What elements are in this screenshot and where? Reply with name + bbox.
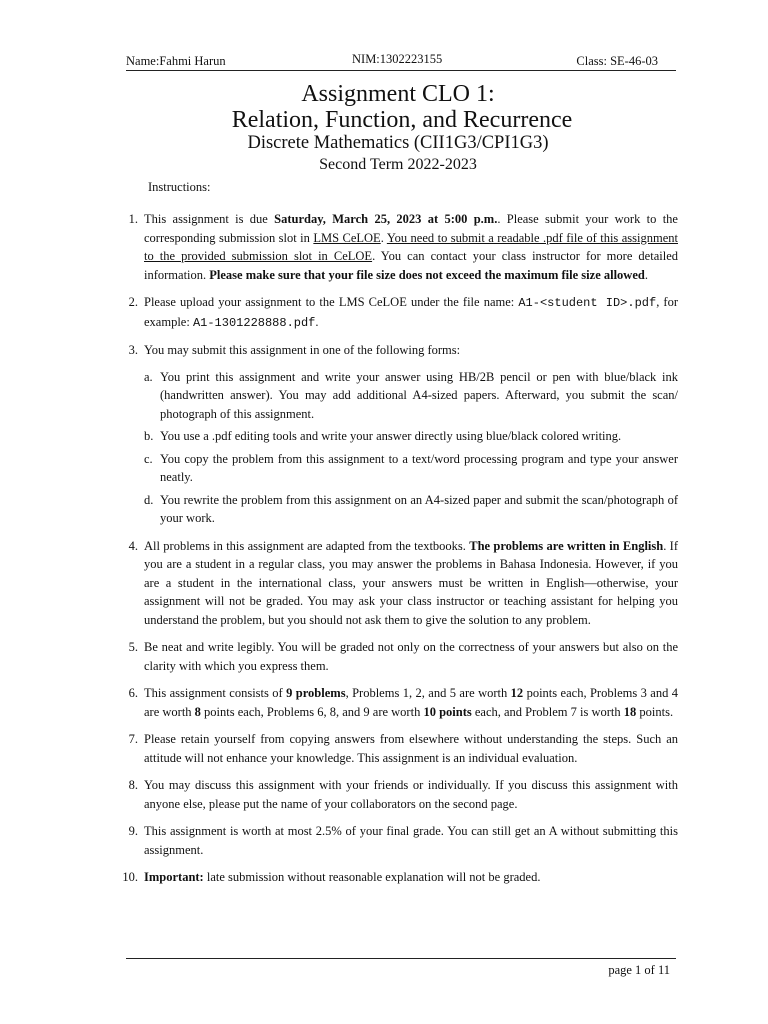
- sub-item-text: You use a .pdf editing tools and write your answer directly using blue/black colored writing.: [160, 429, 622, 443]
- sub-list-item: [144, 450, 678, 487]
- item-number: 7.: [128, 732, 138, 746]
- item-number: 4.: [128, 538, 138, 553]
- language-note: The problems are written in English: [469, 538, 664, 553]
- title-block: [0, 80, 768, 176]
- sub-item-text: You copy the problem from this assignment to a text/word processing program and type your answer neatly.: [160, 451, 678, 484]
- sub-list-item: [144, 491, 678, 528]
- list-item: [112, 293, 678, 332]
- list-item: [112, 638, 678, 675]
- item-text: late submission without reasonable explanation will not be graded.: [203, 870, 541, 884]
- course-name: Discrete Mathematics (CII1G3/CPI1G3): [247, 133, 549, 153]
- assignment-title: Assignment CLO 1:: [301, 81, 495, 107]
- points-value: 18: [623, 704, 637, 719]
- student-class: Class: SE-46-03: [576, 54, 658, 68]
- sub-list-item: [144, 427, 678, 446]
- item-text: points each, Problems 3 and 4 are worth: [144, 686, 678, 719]
- page-header: [126, 48, 676, 71]
- item-text: . You can contact your class instructor for more detailed information.: [144, 249, 678, 282]
- points-value: 10 points: [423, 704, 472, 719]
- important-label: Important:: [144, 870, 204, 884]
- sub-item-letter: a.: [144, 369, 153, 384]
- item-number: 3.: [128, 343, 138, 357]
- item-text: . Please submit your work to the corresponding submission slot in: [144, 212, 678, 245]
- item-number: 8.: [128, 778, 138, 792]
- sub-item-text: You print this assignment and write your answer using HB/2B pencil or pen with blue/black ink (handwritten answer). You may add additional A4-sized papers. Afterward, you submit the scan/ photograph of this assignment.: [160, 369, 678, 421]
- item-text: Please upload your assignment to the LMS CeLOE under the file name:: [144, 295, 519, 309]
- points-value: 8: [194, 704, 201, 719]
- list-item: [112, 868, 678, 887]
- item-text: You may discuss this assignment with your friends or individually. If you discuss this assignment with anyone else, please put the name of your collaborators on the second page.: [144, 778, 678, 811]
- lms-link: LMS CeLOE: [313, 230, 381, 245]
- item-text: points each, Problems 6, 8, and 9 are worth: [200, 704, 424, 719]
- item-number: 10.: [122, 870, 138, 884]
- item-text: Be neat and write legibly. You will be graded not only on the correctness of your answers but also on the clarity with which you express them.: [144, 640, 678, 673]
- instructions-list: [112, 210, 678, 896]
- item-text: This assignment is due: [144, 212, 275, 226]
- item-text: , Problems 1, 2, and 5 are worth: [345, 686, 511, 700]
- item-text: .: [644, 267, 648, 282]
- list-item: [112, 776, 678, 813]
- item-number: 2.: [128, 295, 138, 309]
- term: Second Term 2022-2023: [319, 156, 477, 173]
- item-text: This assignment is worth at most 2.5% of your final grade. You can still get an A without submitting this assignment.: [144, 824, 678, 857]
- student-name: Name:Fahmi Harun: [126, 54, 226, 68]
- item-text: , for example:: [144, 295, 679, 329]
- filename-example: A1-1301228888.pdf: [192, 315, 316, 330]
- item-number: 5.: [128, 640, 138, 654]
- list-item: [112, 341, 678, 528]
- file-size-warning: Please make sure that your file size does not exceed the maximum file size allowed: [209, 267, 645, 282]
- sub-item-letter: b.: [144, 429, 154, 443]
- instructions-label: Instructions:: [148, 180, 211, 194]
- sub-item-letter: c.: [144, 451, 153, 466]
- student-nim: NIM:1302223155: [352, 52, 443, 66]
- page-footer: [126, 958, 676, 977]
- page-number: page 1 of 11: [608, 963, 670, 977]
- submission-forms-list: [144, 368, 678, 528]
- filename-pattern: A1-<student ID>.pdf: [518, 296, 657, 310]
- points-value: 12: [510, 686, 524, 700]
- item-text: points.: [636, 704, 674, 719]
- item-text: This assignment consists of: [144, 686, 287, 700]
- sub-item-letter: d.: [144, 492, 154, 507]
- sub-item-text: You rewrite the problem from this assignment on an A4-sized paper and submit the scan/photograph of your work.: [160, 492, 678, 525]
- item-number: 1.: [128, 212, 138, 226]
- item-number: 6.: [128, 686, 138, 700]
- list-item: [112, 822, 678, 859]
- list-item: [112, 537, 678, 630]
- list-item: [112, 210, 678, 284]
- sub-list-item: [144, 368, 678, 424]
- item-text: each, and Problem 7 is worth: [471, 704, 624, 719]
- item-text: .: [315, 314, 319, 329]
- assignment-topic: Relation, Function, and Recurrence: [231, 107, 573, 133]
- item-text: All problems in this assignment are adapted from the textbooks.: [144, 538, 470, 553]
- item-text: Please retain yourself from copying answers from elsewhere without understanding the steps. Such an attitude will not enhance your knowledge. This assignment is an individual evaluation.: [144, 732, 678, 765]
- list-item: [112, 730, 678, 767]
- due-date: Saturday, March 25, 2023 at 5:00 p.m.: [274, 212, 498, 226]
- item-text: You may submit this assignment in one of the following forms:: [144, 343, 461, 357]
- problem-count: 9 problems: [286, 686, 346, 700]
- submission-note: You need to submit a readable .pdf file of this assignment to the provided submission slot in CeLOE: [144, 230, 678, 263]
- item-number: 9.: [128, 824, 138, 838]
- item-text: . If you are a student in a regular class, you may answer the problems in Bahasa Indonesia. However, if you are a student in the international class, your answers must be written in English—otherwise, your assignment will not be graded. You may ask your class instructor or teaching assistant for helping you understand the problem, but you should not ask them to give the solution to any problem.: [144, 538, 678, 627]
- item-text: .: [380, 230, 387, 245]
- list-item: [112, 684, 678, 721]
